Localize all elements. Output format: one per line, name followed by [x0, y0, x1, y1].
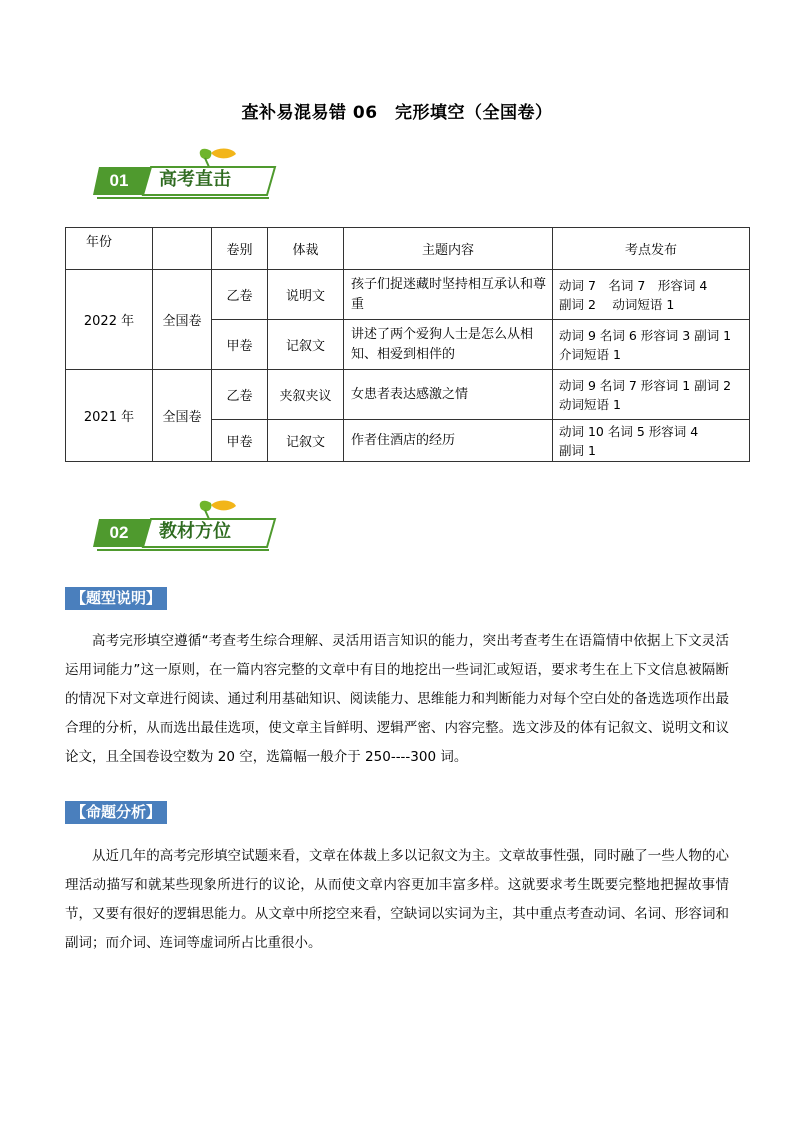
section-badge-02 [93, 500, 283, 552]
cell-topic: 孩子们捉迷藏时坚持相互承认和尊重 [344, 270, 553, 320]
question-type-label: 【题型说明】 [65, 587, 167, 610]
cell-scope: 全国卷 [153, 370, 212, 462]
cell-paper: 乙卷 [212, 270, 268, 320]
table-row [66, 370, 750, 420]
cell-topic: 女患者表达感激之情 [344, 370, 553, 420]
points-line: 介词短语 1 [559, 346, 621, 362]
analysis-paragraph: 从近几年的高考完形填空试题来看，文章在体裁上多以记叙文为主。文章故事性强，同时融了一些人物的心理活动描写和就某些现象所进行的议论，从而使文章内容更加丰富多样。这就要求考生既要完整地把握故事情节，又要有很好的逻辑思能力。从文章中所挖空来看，空缺词以实词为主，其中重点考查动词、名词、形容词和副词；而介词、连词等虚词所占比重很小。 [65, 848, 729, 951]
cell-points [553, 420, 750, 462]
analysis-label: 【命题分析】 [65, 801, 167, 824]
cell-year: 2022 年 [66, 270, 153, 370]
section-number: 02 [109, 523, 129, 542]
points-line: 动词 7 名词 7 形容词 4 [559, 277, 708, 293]
points-line: 动词 9 名词 7 形容词 1 副词 2 [559, 377, 732, 393]
header-year: 年份 [66, 228, 153, 270]
header-blank [153, 228, 212, 270]
page-title: 查补易混易错 06 完形填空（全国卷） [241, 103, 553, 123]
table-row [66, 270, 750, 320]
points-line: 副词 1 [559, 442, 596, 458]
cell-topic: 作者住酒店的经历 [344, 420, 553, 462]
cell-genre: 说明文 [268, 270, 344, 320]
section-label: 教材方位 [159, 521, 231, 542]
cell-paper: 甲卷 [212, 420, 268, 462]
cell-paper: 乙卷 [212, 370, 268, 420]
cell-year: 2021 年 [66, 370, 153, 462]
cell-paper: 甲卷 [212, 320, 268, 370]
cell-genre: 记叙文 [268, 420, 344, 462]
cell-scope: 全国卷 [153, 270, 212, 370]
header-topic: 主题内容 [344, 228, 553, 270]
points-line: 动词 10 名词 5 形容词 4 [559, 423, 699, 439]
cell-genre: 夹叙夹议 [268, 370, 344, 420]
cell-points [553, 370, 750, 420]
table-header-row [66, 228, 750, 270]
cell-topic: 讲述了两个爱狗人士是怎么从相知、相爱到相伴的 [344, 320, 553, 370]
points-line: 副词 2 动词短语 1 [559, 296, 675, 312]
points-line: 动词短语 1 [559, 396, 621, 412]
cell-points [553, 320, 750, 370]
exam-info-table [65, 227, 750, 462]
header-paper: 卷别 [212, 228, 268, 270]
cell-points [553, 270, 750, 320]
header-points: 考点发布 [553, 228, 750, 270]
header-genre: 体裁 [268, 228, 344, 270]
section-badge-01 [93, 148, 283, 200]
section-label: 高考直击 [159, 169, 231, 190]
points-line: 动词 9 名词 6 形容词 3 副词 1 [559, 327, 732, 343]
cell-genre: 记叙文 [268, 320, 344, 370]
question-type-paragraph: 高考完形填空遵循“考查考生综合理解、灵活用语言知识的能力，突出考查考生在语篇情中依据上下文灵活运用词能力”这一原则，在一篇内容完整的文章中有目的地挖出一些词汇或短语，要求考生在上下文信息被隔断的情况下对文章进行阅读、通过利用基础知识、阅读能力、思维能力和判断能力对每个空白处的备选选项作出最合理的分析，从而选出最佳选项，使文章主旨鲜明、逻辑严密、内容完整。选文涉及的体有记叙文、说明文和议论文，且全国卷设空数为 20 空，选篇幅一般介于 250----300 词。 [65, 633, 729, 765]
section-number: 01 [109, 171, 129, 190]
